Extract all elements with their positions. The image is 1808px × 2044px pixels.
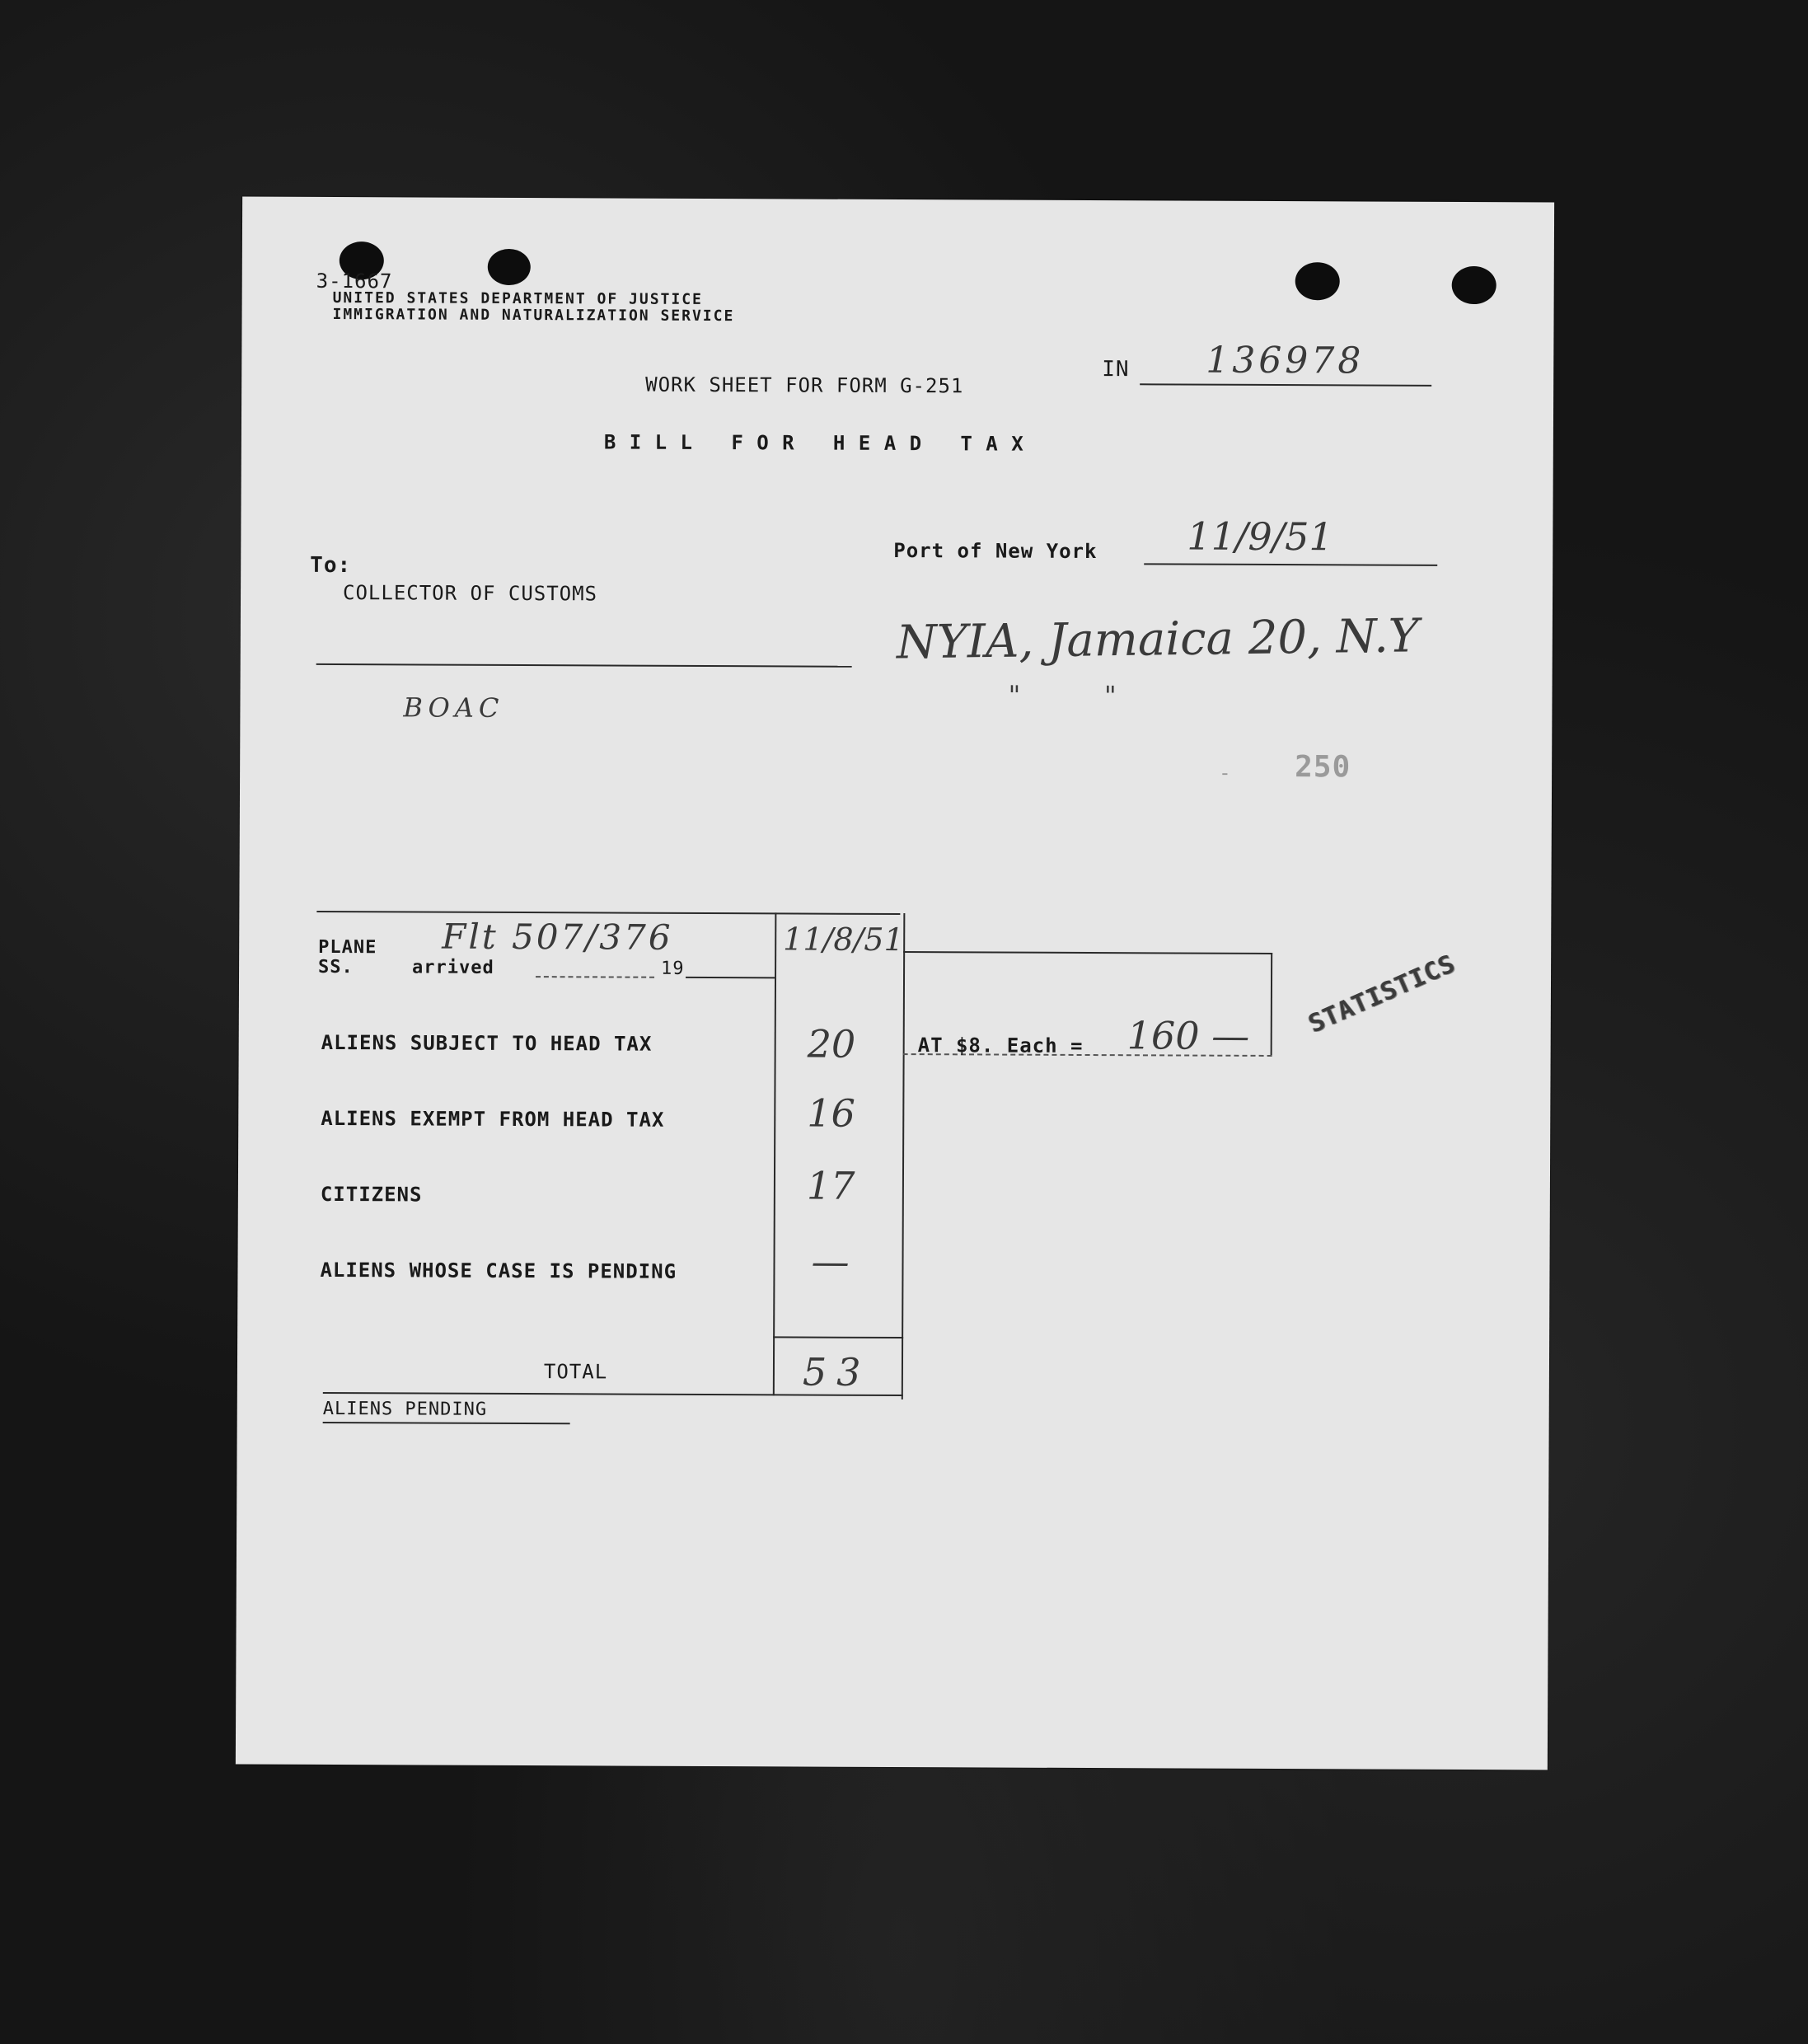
rate-label: AT $8. Each = [917, 1034, 1084, 1057]
code-dash: - [1219, 761, 1232, 785]
rate-box-right [1271, 953, 1273, 1055]
form-number: 3-1667 [316, 269, 393, 293]
carrier-name: BOAC [403, 691, 504, 724]
to-label: To: [310, 552, 352, 579]
arrival-date: 11/8/51 [783, 921, 904, 959]
row-count-exempt: 16 [807, 1090, 855, 1136]
port-date: 11/9/51 [1187, 513, 1333, 560]
code-number: 250 [1295, 750, 1351, 785]
flight-number: Flt 507/376 [442, 916, 673, 958]
tax-amount: 160 — [1126, 1013, 1250, 1058]
ss-label: SS. [318, 956, 354, 978]
count-column-right [902, 913, 906, 1399]
total-label: TOTAL [543, 1360, 608, 1384]
row-label-citizens: CITIZENS [320, 1182, 423, 1207]
year-line [686, 977, 775, 978]
total-count: 53 [802, 1349, 871, 1395]
in-number: 136978 [1206, 339, 1365, 382]
arrived-label: arrived [412, 957, 494, 978]
port-date-line [1144, 563, 1437, 566]
table-top-line [316, 911, 900, 915]
punch-hole [1295, 262, 1340, 300]
collector-name: COLLECTOR OF CUSTOMS [343, 581, 598, 606]
row-count-subject: 20 [807, 1021, 856, 1067]
row-count-citizens: 17 [806, 1163, 855, 1208]
total-top-line [773, 1336, 903, 1338]
row-count-pending: — [811, 1239, 850, 1284]
in-number-line [1140, 383, 1431, 387]
plane-label: PLANE [318, 936, 377, 959]
punch-hole [1452, 266, 1497, 304]
rate-box-top [903, 951, 1272, 954]
department-name: UNITED STATES DEPARTMENT OF JUSTICE [332, 289, 703, 308]
address-line [316, 663, 852, 668]
ditto-marks: " " [1008, 679, 1117, 712]
port-label: Port of New York [893, 538, 1098, 564]
row-label-exempt: ALIENS EXEMPT FROM HEAD TAX [321, 1106, 665, 1132]
year-prefix: 19 [661, 958, 685, 979]
service-name: IMMIGRATION AND NATURALIZATION SERVICE [332, 306, 735, 326]
statistics-stamp: STATISTICS [1304, 949, 1460, 1039]
row-label-pending: ALIENS WHOSE CASE IS PENDING [320, 1258, 677, 1283]
row-label-subject: ALIENS SUBJECT TO HEAD TAX [321, 1030, 653, 1056]
bill-title: B I L L F O R H E A D T A X [603, 430, 1024, 456]
punch-hole [488, 249, 531, 285]
form-sheet [236, 197, 1554, 1770]
form-title: WORK SHEET FOR FORM G-251 [645, 373, 964, 398]
footer-label: ALIENS PENDING [322, 1398, 488, 1420]
in-label: IN [1102, 357, 1130, 382]
handwritten-address: NYIA, Jamaica 20, N.Y [896, 609, 1420, 670]
count-column-left [773, 912, 777, 1395]
arrived-line [536, 976, 654, 978]
footer-line [323, 1422, 570, 1424]
